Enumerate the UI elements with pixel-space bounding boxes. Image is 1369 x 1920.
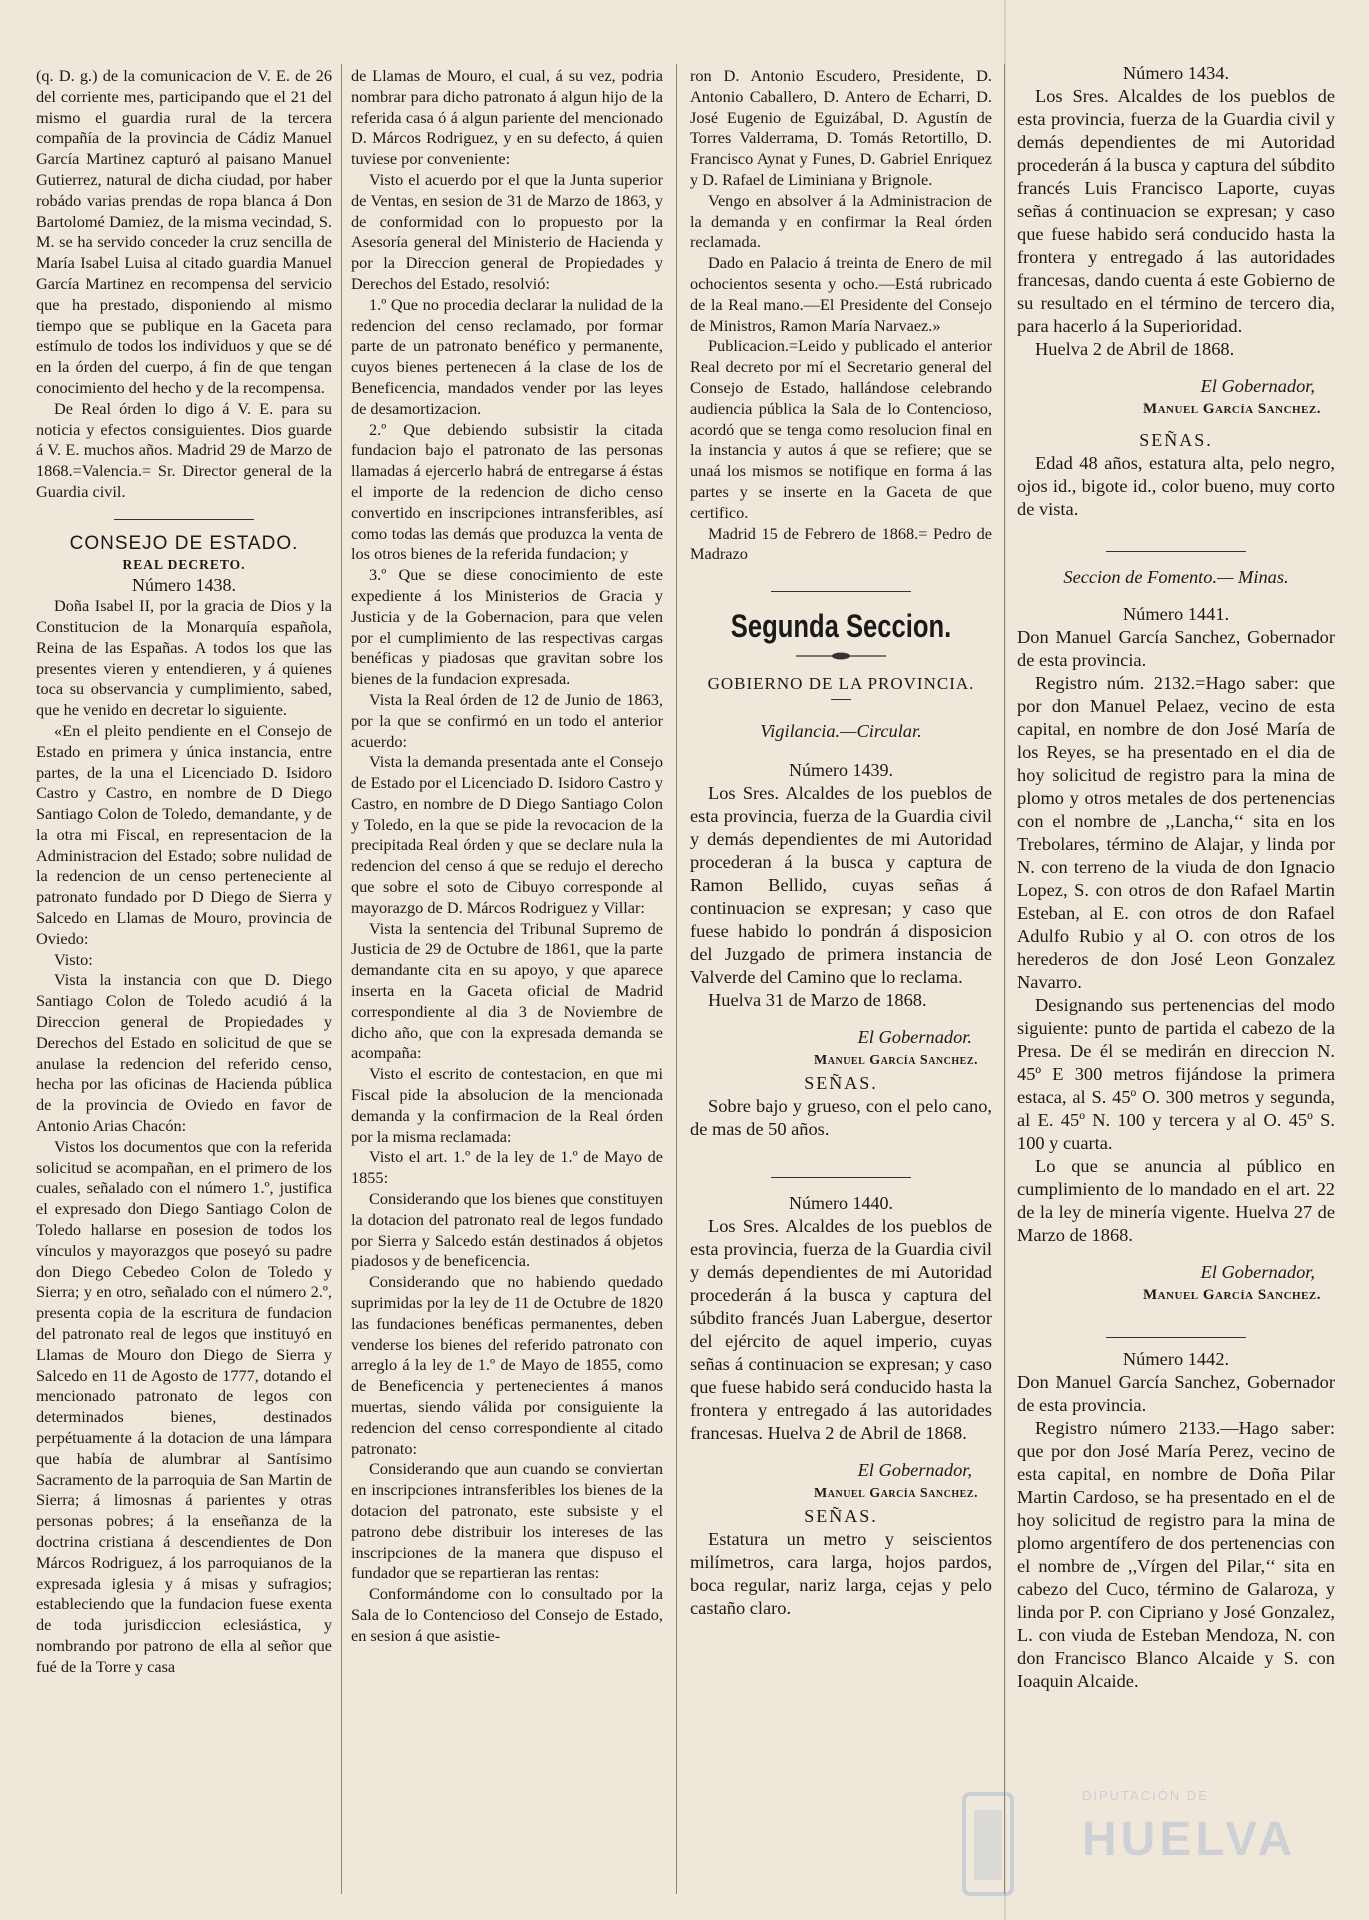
section-title: Segunda Seccion. xyxy=(730,608,952,645)
column-rule xyxy=(676,64,677,1894)
paragraph: Vista la Real órden de 12 de Junio de 1863, por la que se confirmó en un todo el anterior acuerdo: xyxy=(351,689,663,751)
paragraph: Doña Isabel II, por la gracia de Dios y la Constitucion de la Monarquía española, Reina de las Españas. A todos los que las presentes vieren y entendieren, y á quienes toca su observancia y cumplimiento, sabed, que he venido en decretar lo siguiente. xyxy=(36,596,332,720)
sub-heading: SEÑAS. xyxy=(804,1505,878,1526)
section-divider xyxy=(1106,1337,1246,1338)
paragraph: Considerando que aun cuando se conviertan en inscripciones intransferibles los bienes de la dotacion del patronato, este subsiste y el patrono debe distribuir los intereses de las inscripciones de la manera que dispuso el fundador que se repartieran las rentas: xyxy=(351,1459,663,1583)
column-1 xyxy=(36,66,332,1678)
notice-number: Número 1442. xyxy=(1122,1349,1230,1369)
signature-title: El Gobernador, xyxy=(1200,376,1315,396)
paragraph: Los Sres. Alcaldes de los pueblos de esta provincia, fuerza de la Guardia civil y demás dependientes de mi Autoridad procederán á la busca y captura del súbdito francés Juan Labergue, desertor del ejército de aquel imperio, cuyas señas á continuacion se expresan; y caso que fuese habido será conducido hasta la frontera y entregado á las autoridades francesas. Huelva 2 de Abril de 1868. xyxy=(690,1215,992,1443)
watermark-text: HUELVA xyxy=(1082,1813,1297,1866)
paragraph: 3.º Que se diese conocimiento de este expediente á los Ministerios de Gracia y Justicia y de la Gobernacion, para que velen por el cumplimiento de las respectivas cargas benéficas y piadosas que gravitan sobre los bienes de la fundacion expresada. xyxy=(351,565,663,689)
column-rule xyxy=(1004,64,1005,1894)
paragraph: Don Manuel García Sanchez, Gobernador de esta provincia. xyxy=(1017,1372,1335,1415)
notice-number: Número 1440. xyxy=(789,1192,893,1213)
paragraph: Visto el art. 1.º de la ley de 1.º de Mayo de 1855: xyxy=(351,1147,663,1188)
sub-heading: Vigilancia.—Circular. xyxy=(760,720,922,741)
column-3 xyxy=(690,66,992,1620)
paragraph: Visto el escrito de contestacion, en que mi Fiscal pide la absolucion de la mencionada demanda y la confirmacion de la Real órden por la misma reclamada: xyxy=(351,1064,663,1146)
signature-title: El Gobernador. xyxy=(857,1026,972,1047)
signature-title: El Gobernador, xyxy=(857,1459,972,1480)
notice-number: Número 1439. xyxy=(789,759,893,780)
paragraph: Conformándome con lo consultado por la Sala de lo Contencioso del Consejo de Estado, en sesion á que asistie- xyxy=(351,1584,663,1645)
section-divider xyxy=(1106,551,1246,552)
notice-number: Número 1441. xyxy=(1122,604,1230,624)
paragraph: Huelva 2 de Abril de 1868. xyxy=(1035,339,1235,359)
paragraph: 1.º Que no procedia declarar la nulidad de la redencion del censo reclamado, por formar parte de un patronato benéfico y permanente, cuyos bienes pertenecen á la clase de los de Beneficencia, mandados vender por las leyes de desamortizacion. xyxy=(351,294,663,418)
section-divider xyxy=(114,519,254,520)
paragraph: Vista la sentencia del Tribunal Supremo de Justicia de 29 de Octubre de 1861, que la parte demandante cita en su apoyo, y que aparece inserta en la Gaceta oficial de Madrid correspondiente al dia 3 de Noviembre de dicho año, que con la expresada demanda se acompaña: xyxy=(351,918,663,1063)
paragraph: Estatura un metro y seiscientos milímetros, cara larga, hojos pardos, boca regular, nariz larga, cejas y pelo castaño claro. xyxy=(690,1528,992,1618)
signature-name: Manuel García Sanchez. xyxy=(814,1485,978,1501)
paragraph: (q. D. g.) de la comunicacion de V. E. de 26 del corriente mes, participando que el 21 del mismo el guardia rural de la tercera compañía de la provincia de Cádiz Manuel García Martinez capturó al paisano Manuel Gutierrez, natural de dicha ciudad, por haber robádo varias prendas de ropa blanca á Don Bartolomé Damiez, de la misma vecindad, S. M. se ha servido conceder la cruz sencilla de María Isabel Luisa al citado guardia Manuel García Martinez en recompensa del servicio que ha prestado, disponiendo al mismo tiempo que se publique en la Gaceta para estímulo de todos los individuos y que se dé en la órden del cuerpo, á fin de que tengan conocimiento del hecho y de la recompensa. xyxy=(36,66,332,397)
paragraph: Visto: xyxy=(54,949,93,969)
section-divider xyxy=(831,699,851,700)
paragraph: Publicacion.=Leido y publicado el anterior Real decreto por mí el Secretario general del Consejo de Estado, hallándose celebrando audiencia pública la Sala de lo Contencioso, acordó que se tenga como resolucion final en la instancia y autos á que se refiere; que se unaá los mismos se notifique en forma á las partes y se inserte en la Gaceta de que certifico. xyxy=(690,336,992,522)
paragraph: de Llamas de Mouro, el cual, á su vez, podria nombrar para dicho patronato á algun hijo de la referida casa ó á algun pariente del mencionado D. Márcos Rodriguez, y en su defecto, á quien tuviese por conveniente: xyxy=(351,66,663,169)
signature-name: Manuel García Sanchez. xyxy=(1142,1287,1321,1303)
paragraph: Los Sres. Alcaldes de los pueblos de esta provincia, fuerza de la Guardia civil y demás dependientes de mi Autoridad procederán á la busca y captura del súbdito francés Luis Francisco Laporte, cuyas señas á continuacion se expresan; y caso que fuese habido será conducido hasta la frontera y entregado á las autoridades francesas, dando cuenta á este Gobierno de su resultado en el término de tercero dia, para hacerlo á la Superioridad. xyxy=(1017,86,1335,336)
signature-name: Manuel García Sanchez. xyxy=(1142,401,1321,417)
sub-heading: REAL DECRETO. xyxy=(122,556,246,572)
section-divider xyxy=(771,1177,911,1178)
paragraph: Vista la demanda presentada ante el Consejo de Estado por el Licenciado D. Isidoro Castro y Castro, en nombre de D Diego Santiago Colon y Toledo, en la que se pide la revocacion de la precipitada Real órden y que se declare nula la redencion del censo á que se redujo el derecho que sobre el soto de Cibuyo corresponde al mayorazgo de D. Márcos Rodriguez y Villar: xyxy=(351,752,663,917)
paragraph: Considerando que los bienes que constituyen la dotacion del patronato real de legos fundado por Sierra y Salcedo están destinados á objetos piadosos y de beneficencia. xyxy=(351,1189,663,1271)
paragraph: Vistos los documentos que con la referida solicitud se acompañan, en el primero de los cuales, señalado con el número 1.º, justifica el expresado don Diego Santiago Colon de Toledo hallarse en posesion de todos los vínculos y mayorazgos que poseyó su padre don Diego Cebedeo Colon de Toledo y Sierra; y en otro, señalado con el número 2.º, presenta copia de la escritura de fundacion del patronato real de legos que instituyó en Llamas de Mouro don Diego de Sierra y Salcedo en 11 de Agosto de 1777, dotando el mencionado patronato de legos con determinados bienes, destinados perpétuamente á la dotacion de una lámpara que había de alumbrar al Santísimo Sacramento de la parroquia de San Martin de Sierra; á limosnas á parientes y otras personas pobres; á la enseñanza de la doctrina cristiana á descendientes de Don Márcos Rodriguez, á los parroquianos de la expresada iglesia y á misas y sufragios; estableciendo que la fundacion fuese exenta de toda jurisdiccion eclesiástica, y nombrando por patrono de ella al señor que fué de la Torre y casa xyxy=(36,1136,332,1676)
watermark-subtext: DIPUTACIÓN DE xyxy=(1082,1788,1209,1803)
paragraph: Registro núm. 2132.=Hago saber: que por don Manuel Pelaez, vecino de esta capital, en nombre de don José María de los Reyes, se ha presentado en el dia de hoy solicitud de registro para la mina de plomo y otros metales de dos pertenencias con el nombre de ,,Lancha,‘‘ sita en los Trebolares, término de Alajar, y linda por N. con terreno de la viuda de don Ignacio Lopez, S. con otros de don Rafael Martin Esteban, al E. con otros de don Rafael Adulfo Rubio y al O. con otros de los herederos de don José Leon Gonzalez Navarro. xyxy=(1017,673,1335,992)
paragraph: Vista la instancia con que D. Diego Santiago Colon de Toledo acudió á la Direccion general de Propiedades y Derechos del Estado en solicitud de que se anulase la redencion del referido censo, hecha por las oficinas de Hacienda pública de la provincia de Oviedo en favor de Antonio Arias Chacón: xyxy=(36,970,332,1136)
column-4 xyxy=(1017,63,1335,1693)
signature-name: Manuel García Sanchez. xyxy=(814,1052,978,1068)
paragraph: Sobre bajo y grueso, con el pelo cano, de mas de 50 años. xyxy=(690,1095,992,1139)
column-rule xyxy=(341,64,342,1894)
paragraph: Considerando que no habiendo quedado suprimidas por la ley de 11 de Octubre de 1820 las fundaciones benéficas permanentes, deben venderse los bienes del referido patronato con arreglo á la ley de 1.º de Mayo de 1855, como de Beneficencia y pertenecientes á manos muertas, siendo válida por consiguiente la redencion del censo correspondiente al citado patronato: xyxy=(351,1272,663,1458)
paragraph: Dado en Palacio á treinta de Enero de mil ochocientos sesenta y ocho.—Está rubricado de la Real mano.—El Presidente del Consejo de Ministros, Ramon María Narvaez.» xyxy=(690,253,992,335)
paragraph: Visto el acuerdo por el que la Junta superior de Ventas, en sesion de 31 de Marzo de 1863, y de conformidad con lo propuesto por la Asesoría general del Ministerio de Hacienda y por la Direccion general de Propiedades y Derechos del Estado, resolvió: xyxy=(351,169,663,293)
section-heading: CONSEJO DE ESTADO. xyxy=(69,532,299,554)
archive-logo-icon xyxy=(960,1790,1016,1900)
notice-number: Número 1438. xyxy=(132,575,236,596)
column-2 xyxy=(351,66,663,1647)
paragraph: Registro número 2133.—Hago saber: que por don José María Perez, vecino de esta capital, en nombre de Doña Pilar Martin Cardoso, se ha presentado en el de hoy solicitud de registro para la mina de plomo argentífero de dos pertenencias con el nombre de ,,Vírgen del Pilar,‘‘ sita en cabezo del Cuco, término de Galaroza, y linda por P. con Cipriano y José Gonzalez, L. con viuda de Esteban Mendoza, N. con don Francisco Blanco Alcaide y S. con Ioaquin Alcaide. xyxy=(1017,1418,1335,1691)
paragraph: De Real órden lo digo á V. E. para su noticia y efectos consiguientes. Dios guarde á V. E. muchos años. Madrid 29 de Marzo de 1868.=Valencia.= Sr. Director general de la Guardia civil. xyxy=(36,398,332,501)
notice-number: Número 1434. xyxy=(1122,63,1230,83)
section-heading: GOBIERNO DE LA PROVINCIA. xyxy=(707,674,975,694)
paragraph: Lo que se anuncia al público en cumplimiento de lo mandado en el art. 22 de la ley de minería vigente. Huelva 27 de Marzo de 1868. xyxy=(1017,1156,1335,1245)
paragraph: 2.º Que debiendo subsistir la citada fundacion bajo el patronato de las personas llamadas á ejercerlo habrá de entregarse á éstas el importe de la redencion de dicho censo convertido en inscripciones intransferibles, así como todas las demás que produzca la venta de los otros bienes de la referida fundacion; y xyxy=(351,419,663,564)
paragraph: Huelva 31 de Marzo de 1868. xyxy=(708,989,927,1010)
paragraph: ron D. Antonio Escudero, Presidente, D. Antonio Caballero, D. Antero de Echarri, D. José Eugenio de Eguizábal, D. Agustín de Torres Valderrama, D. Tomás Retortillo, D. Francisco Aynat y Funes, D. Gabriel Enriquez y D. Rafael de Liminiana y Brignole. xyxy=(690,66,992,189)
paragraph: Don Manuel García Sanchez, Gobernador de esta provincia. xyxy=(1017,627,1335,670)
paragraph: «En el pleito pendiente en el Consejo de Estado en primera y única instancia, entre partes, de la una el Licenciado D. Isidoro Castro y Castro, en nombre de D Diego Santiago Colon de Toledo, demandante, y de la otra mi Fiscal, en representacion de la Administracion del Estado; sobre nulidad de la redencion de un censo perteneciente al patronato fundado por D Diego de Sierra y Salcedo en Llamas de Mouro, provincia de Oviedo: xyxy=(36,720,332,948)
paragraph: Madrid 15 de Febrero de 1868.= Pedro de Madrazo xyxy=(690,523,992,564)
paragraph: Vengo en absolver á la Administracion de la demanda y en confirmar la Real órden reclamada. xyxy=(690,190,992,252)
paragraph: Los Sres. Alcaldes de los pueblos de esta provincia, fuerza de la Guardia civil y demás dependientes de mi Autoridad procederan á la busca y captura de Ramon Bellido, cuyas señas á continuacion se expresan; y caso que fuese habido lo pondrán á disposicion del Juzgado de primera instancia de Valverde del Camino que lo reclama. xyxy=(690,782,992,987)
paragraph: Edad 48 años, estatura alta, pelo negro, ojos id., bigote id., color bueno, muy corto de vista. xyxy=(1017,453,1335,519)
paragraph: Designando sus pertenencias del modo siguiente: punto de partida el cabezo de la Presa. De él se medirán en direccion N. 45º E 300 metros fijándose la primera estaca, al S. 45º O. 300 metros y segunda, al E. 45º N. 100 y tercera y al O. 45º S. 100 y cuarta. xyxy=(1017,995,1335,1153)
sub-heading: SEÑAS. xyxy=(1139,430,1213,450)
sub-heading: SEÑAS. xyxy=(804,1072,878,1093)
sub-heading: Seccion de Fomento.— Minas. xyxy=(1063,567,1289,587)
ornament-icon xyxy=(796,650,886,662)
section-divider xyxy=(771,591,911,592)
signature-title: El Gobernador, xyxy=(1200,1262,1315,1282)
